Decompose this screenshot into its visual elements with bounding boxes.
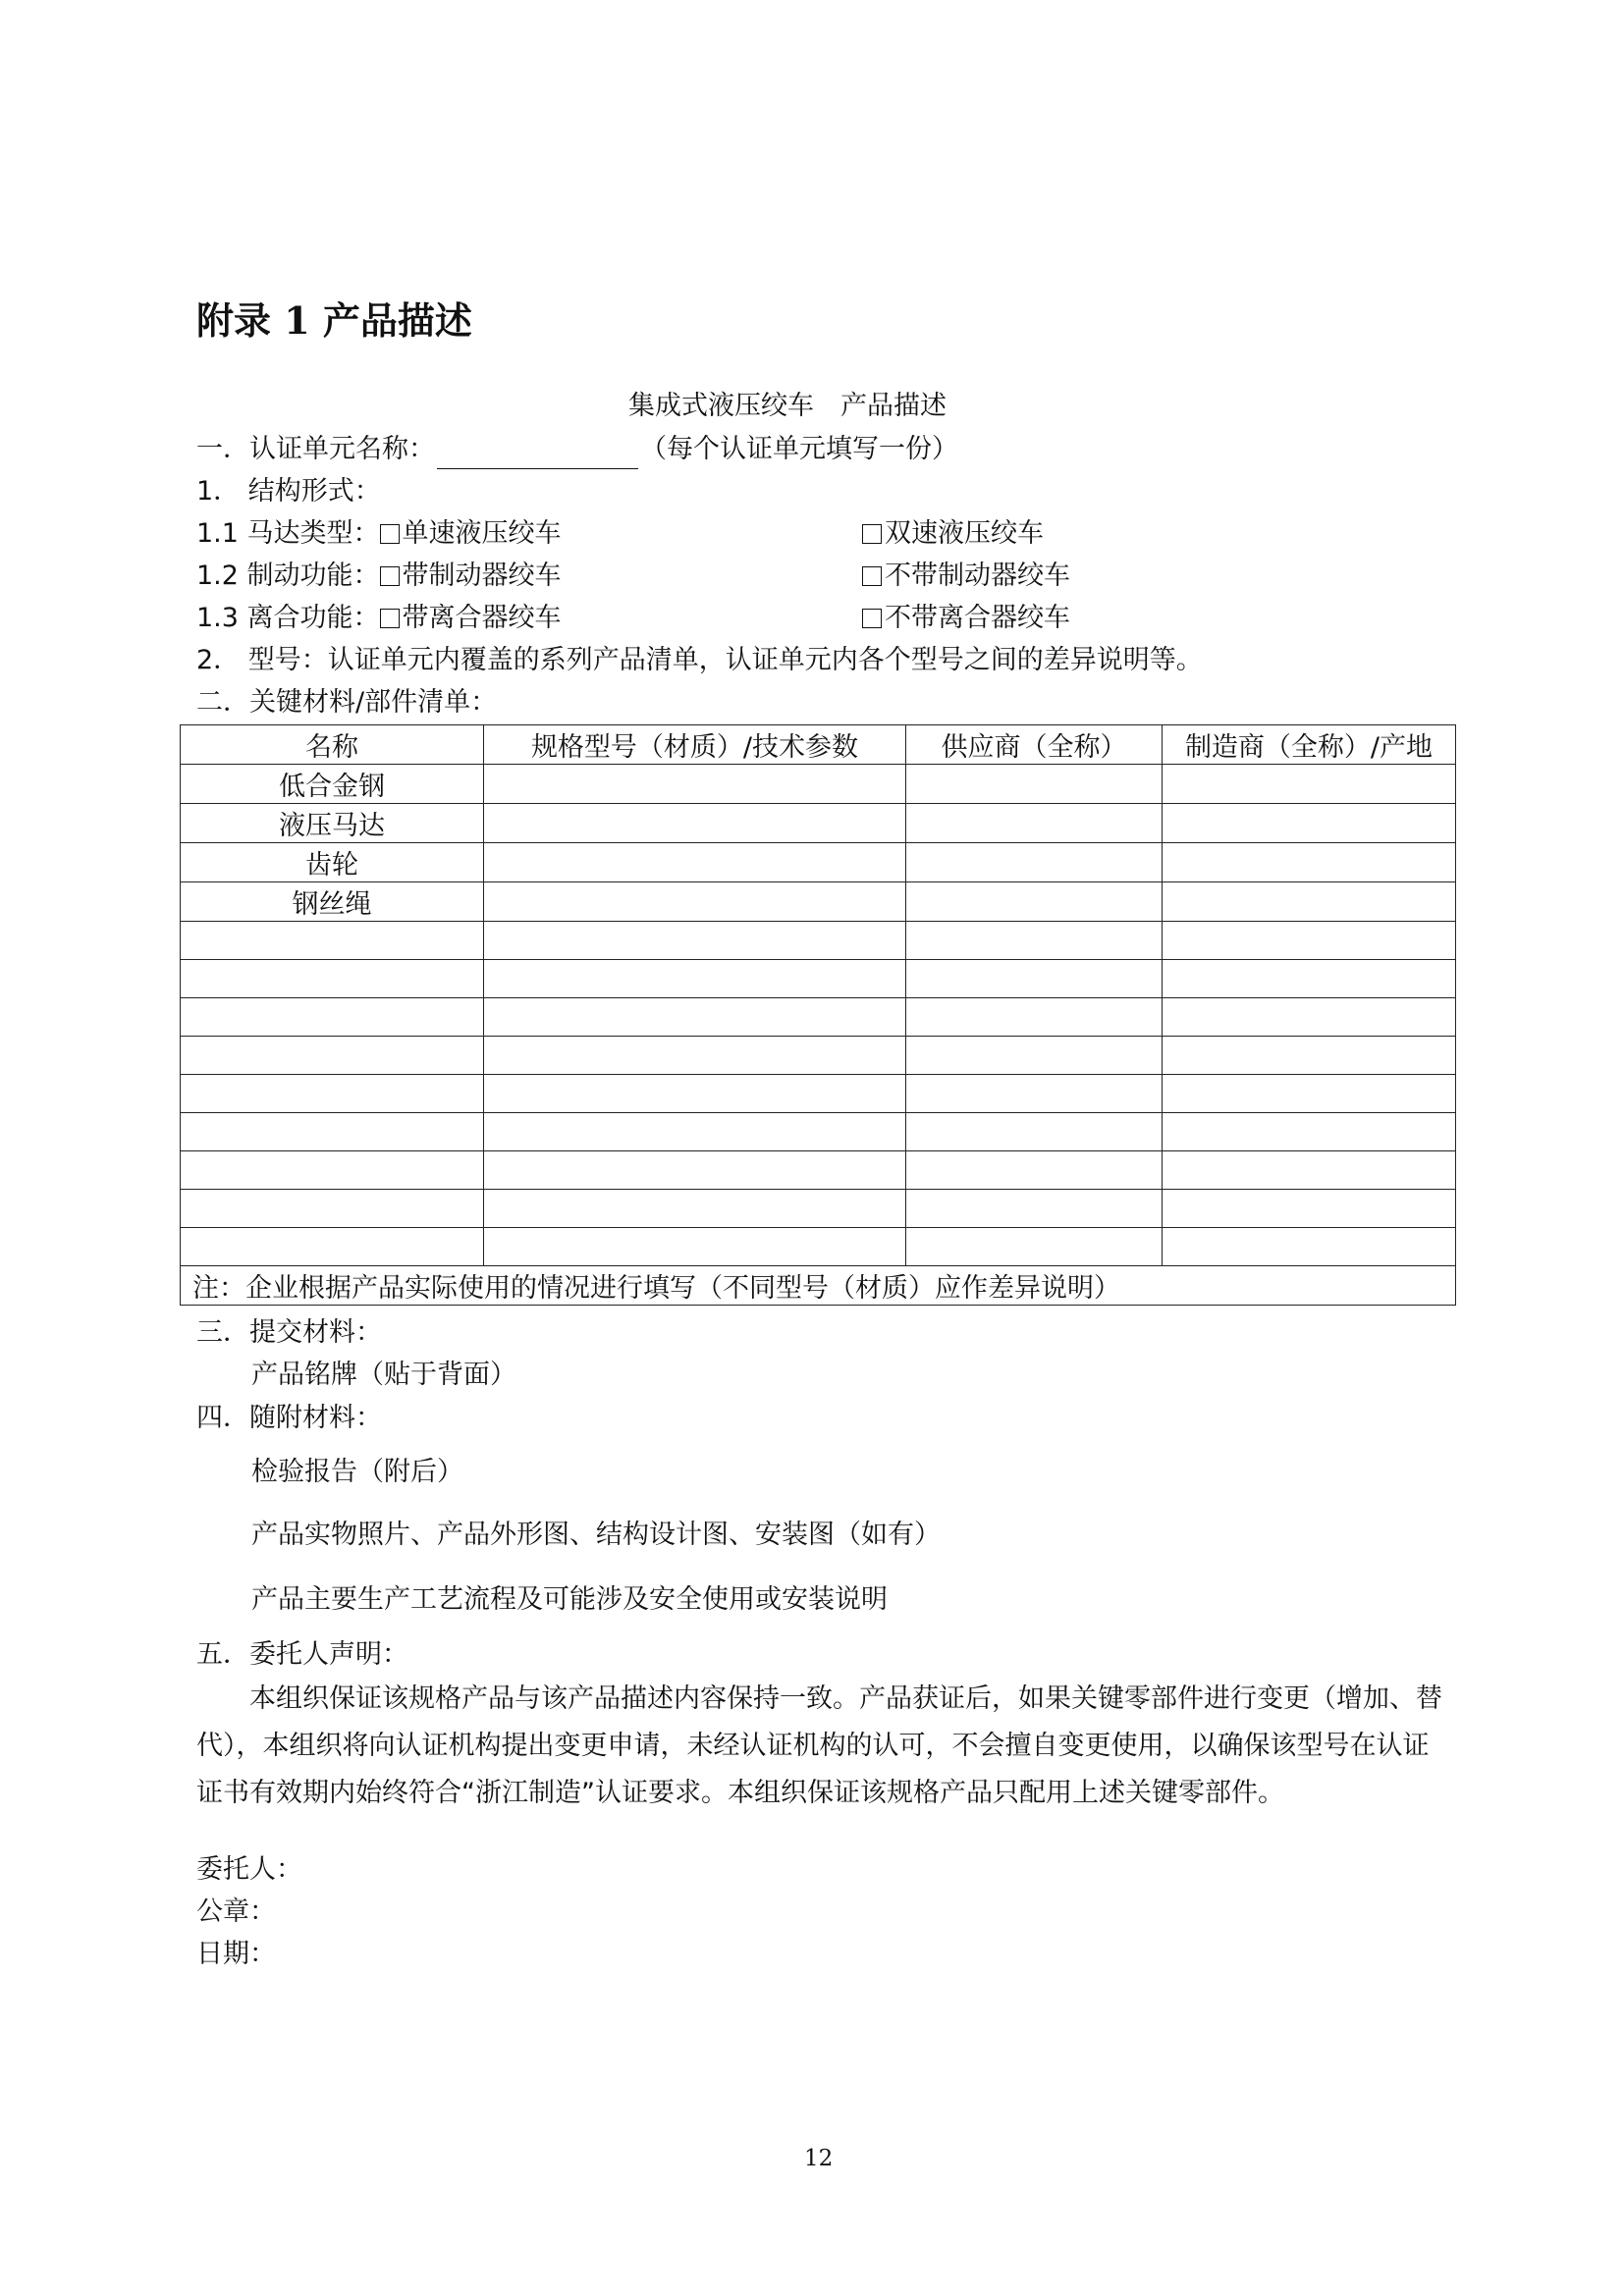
table-cell[interactable] [181, 1075, 484, 1113]
table-row [181, 1113, 1456, 1151]
structure-item-2 [196, 557, 1080, 596]
option-2 [862, 599, 1070, 638]
table-cell: 液压马达 [181, 804, 484, 843]
client-label: 委托人： [196, 1854, 302, 1885]
item-label: 马达类型： [246, 518, 380, 549]
table-cell[interactable] [906, 1190, 1163, 1228]
section-1-line [196, 430, 958, 469]
table-cell[interactable] [1163, 882, 1456, 922]
table-cell[interactable] [906, 1075, 1163, 1113]
table-cell[interactable] [484, 1037, 906, 1075]
table-cell[interactable] [181, 922, 484, 960]
checkbox-icon[interactable] [380, 524, 400, 544]
table-cell[interactable] [906, 765, 1163, 804]
table-cell: 钢丝绳 [181, 882, 484, 922]
table-cell[interactable] [1163, 1228, 1456, 1266]
table-cell[interactable] [1163, 765, 1456, 804]
table-cell[interactable] [906, 998, 1163, 1037]
document-subtitle: 集成式液压绞车 产品描述 [628, 391, 947, 421]
option-2 [862, 514, 1044, 554]
table-cell[interactable] [906, 843, 1163, 882]
item-label: 离合功能： [246, 603, 380, 633]
page-title: 附录 1 产品描述 [196, 298, 472, 343]
table-cell[interactable] [906, 1151, 1163, 1190]
option-2 [862, 557, 1070, 596]
section-3-label: 三．提交材料： [196, 1317, 382, 1348]
table-header-cell: 供应商（全称） [906, 725, 1163, 765]
structure-item-3 [196, 599, 1080, 638]
table-cell[interactable] [1163, 1190, 1456, 1228]
page-number: 12 [804, 2146, 834, 2171]
table-note-row [181, 1266, 1456, 1306]
item-number: 1.2 [196, 561, 239, 591]
section-5-label: 五．委托人声明： [196, 1639, 408, 1670]
table-row [181, 1190, 1456, 1228]
table-cell[interactable] [181, 1190, 484, 1228]
table-cell[interactable] [484, 1151, 906, 1190]
table-cell[interactable] [906, 1037, 1163, 1075]
table-cell[interactable] [1163, 1075, 1456, 1113]
table-cell[interactable] [906, 1228, 1163, 1266]
table-header-cell: 名称 [181, 725, 484, 765]
checkbox-icon[interactable] [862, 609, 882, 628]
option-label: 双速液压绞车 [885, 518, 1044, 549]
model-line: 2． 型号：认证单元内覆盖的系列产品清单，认证单元内各个型号之间的差异说明等。 [196, 645, 1203, 675]
table-row [181, 960, 1456, 998]
section-4-label: 四．随附材料： [196, 1403, 382, 1433]
item-label: 制动功能： [246, 561, 380, 591]
table-cell[interactable] [484, 882, 906, 922]
table-row [181, 922, 1456, 960]
structure-item-1 [196, 514, 1080, 554]
table-cell[interactable] [484, 998, 906, 1037]
table-cell[interactable] [181, 1228, 484, 1266]
option-label: 带离合器绞车 [402, 603, 562, 633]
table-note: 注：企业根据产品实际使用的情况进行填写（不同型号（材质）应作差异说明） [181, 1266, 1456, 1306]
section-1-label: 一．认证单元名称： [196, 434, 435, 464]
option-label: 单速液压绞车 [402, 518, 562, 549]
section-4-item: 产品实物照片、产品外形图、结构设计图、安装图（如有） [251, 1520, 941, 1550]
table-cell[interactable] [484, 1190, 906, 1228]
table-cell[interactable] [181, 1113, 484, 1151]
table-header-cell: 制造商（全称）/产地 [1163, 725, 1456, 765]
table-cell[interactable] [181, 1037, 484, 1075]
table-row [181, 1151, 1456, 1190]
table-cell: 齿轮 [181, 843, 484, 882]
checkbox-icon[interactable] [862, 524, 882, 544]
table-cell[interactable] [906, 922, 1163, 960]
checkbox-icon[interactable] [380, 609, 400, 628]
declaration-paragraph: 本组织保证该规格产品与该产品描述内容保持一致。产品获证后，如果关键零部件进行变更（增加、替代），本组织将向认证机构提出变更申请，未经认证机构的认可，不会擅自变更使用，以确保该型号在认证证书有效期内始终符合“浙江制造”认证要求。本组织保证该规格产品只配用上述关键零部件。 [196, 1683, 1442, 1808]
table-row [181, 843, 1456, 882]
option-label: 不带离合器绞车 [885, 603, 1070, 633]
option-label: 不带制动器绞车 [885, 561, 1070, 591]
table-row [181, 765, 1456, 804]
table-row [181, 882, 1456, 922]
table-cell[interactable] [906, 1113, 1163, 1151]
table-cell[interactable] [484, 804, 906, 843]
table-cell[interactable] [1163, 1113, 1456, 1151]
option-label: 带制动器绞车 [402, 561, 562, 591]
table-row [181, 998, 1456, 1037]
table-cell[interactable] [906, 804, 1163, 843]
table-cell: 低合金钢 [181, 765, 484, 804]
item-number: 1.1 [196, 518, 239, 549]
table-cell[interactable] [181, 960, 484, 998]
section-3-item: 产品铭牌（贴于背面） [251, 1360, 516, 1390]
table-header-row [181, 725, 1456, 765]
table-cell[interactable] [1163, 998, 1456, 1037]
table-row [181, 1037, 1456, 1075]
table-cell[interactable] [1163, 804, 1456, 843]
item-number: 1.3 [196, 603, 239, 633]
table-cell[interactable] [1163, 1037, 1456, 1075]
section-4-item: 产品主要生产工艺流程及可能涉及安全使用或安装说明 [251, 1584, 888, 1615]
checkbox-icon[interactable] [862, 566, 882, 586]
table-cell[interactable] [484, 1113, 906, 1151]
table-cell[interactable] [906, 882, 1163, 922]
seal-label: 公章： [196, 1896, 276, 1927]
table-row [181, 804, 1456, 843]
section-1-suffix: （每个认证单元填写一份） [640, 434, 958, 464]
table-cell[interactable] [484, 765, 906, 804]
date-label: 日期： [196, 1939, 276, 1969]
table-cell[interactable] [484, 1228, 906, 1266]
table-cell[interactable] [181, 1151, 484, 1190]
unit-name-blank[interactable] [437, 441, 638, 469]
table-cell[interactable] [484, 1075, 906, 1113]
section-2-label: 二．关键材料/部件清单： [196, 687, 498, 718]
table-header-cell: 规格型号（材质）/技术参数 [484, 725, 906, 765]
table-cell[interactable] [484, 843, 906, 882]
table-cell[interactable] [1163, 960, 1456, 998]
section-4-item: 检验报告（附后） [251, 1457, 463, 1487]
structure-heading: 1． 结构形式： [196, 476, 381, 507]
checkbox-icon[interactable] [380, 566, 400, 586]
table-cell[interactable] [484, 960, 906, 998]
table-cell[interactable] [181, 998, 484, 1037]
table-row [181, 1228, 1456, 1266]
parts-table [180, 724, 1456, 1306]
table-cell[interactable] [1163, 843, 1456, 882]
table-cell[interactable] [484, 922, 906, 960]
table-cell[interactable] [1163, 922, 1456, 960]
table-cell[interactable] [906, 960, 1163, 998]
table-cell[interactable] [1163, 1151, 1456, 1190]
table-row [181, 1075, 1456, 1113]
